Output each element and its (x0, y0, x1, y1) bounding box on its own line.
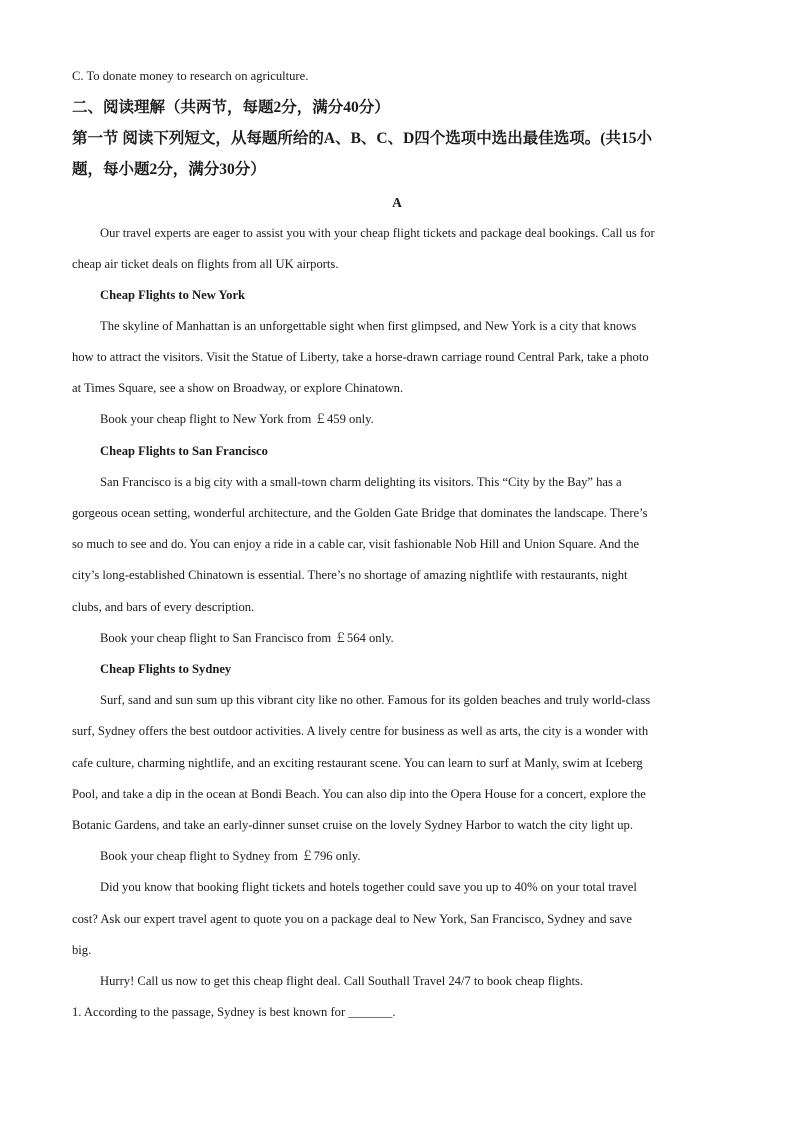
price-line-san-francisco: Book your cheap flight to San Francisco from ￡564 only. (100, 631, 394, 645)
intro-line: Our travel experts are eager to assist you with your cheap flight tickets and package deal bookings. Call us for (100, 226, 655, 240)
part-title-line-1: 第一节 阅读下列短文，从每题所给的A、B、C、D四个选项中选出最佳选项。(共15小 (72, 130, 652, 147)
body-line: surf, Sydney offers the best outdoor activities. A lively centre for business as well as arts, the city is a wonder with (72, 724, 649, 738)
body-line: The skyline of Manhattan is an unforgettable sight when first glimpsed, and New York is a city that knows (100, 319, 637, 333)
section-title: 二、阅读理解（共两节，每题2分，满分40分） (72, 99, 390, 116)
question-1: 1. According to the passage, Sydney is best known for _______. (72, 1005, 396, 1019)
section-heading-new-york: Cheap Flights to New York (100, 288, 246, 302)
body-line: how to attract the visitors. Visit the Statue of Liberty, take a horse-drawn carriage round Central Park, take a photo (72, 350, 649, 364)
hurry-line: Hurry! Call us now to get this cheap flight deal. Call Southall Travel 24/7 to book cheap flights. (100, 974, 584, 988)
body-line: Pool, and take a dip in the ocean at Bondi Beach. You can also dip into the Opera House for a concert, explore the (72, 787, 646, 801)
closing-line: Did you know that booking flight tickets and hotels together could save you up to 40% on your total travel (100, 880, 637, 894)
part-title-line-2: 题，每小题2分，满分30分） (72, 161, 266, 178)
price-line-new-york: Book your cheap flight to New York from ￡459 only. (100, 412, 374, 426)
body-line: cafe culture, charming nightlife, and an exciting restaurant scene. You can learn to surf at Manly, swim at Iceberg (72, 756, 643, 770)
body-line: San Francisco is a big city with a small-town charm delighting its visitors. This “City by the Bay” has a (100, 475, 622, 489)
section-heading-sydney: Cheap Flights to Sydney (100, 662, 232, 676)
closing-line: big. (72, 943, 92, 957)
body-line: Surf, sand and sun sum up this vibrant city like no other. Famous for its golden beaches and truly world-class (100, 693, 651, 707)
body-line: at Times Square, see a show on Broadway, or explore Chinatown. (72, 381, 404, 395)
body-line: so much to see and do. You can enjoy a ride in a cable car, visit fashionable Nob Hill and Union Square. And the (72, 537, 640, 551)
body-line: gorgeous ocean setting, wonderful architecture, and the Golden Gate Bridge that dominates the landscape. There’s (72, 506, 648, 520)
intro-line: cheap air ticket deals on flights from all UK airports. (72, 257, 339, 271)
passage-label: A (392, 195, 402, 210)
body-line: clubs, and bars of every description. (72, 600, 255, 614)
price-line-sydney: Book your cheap flight to Sydney from ￡796 only. (100, 849, 361, 863)
body-line: city’s long-established Chinatown is essential. There’s no shortage of amazing nightlife with restaurants, night (72, 568, 628, 582)
section-heading-san-francisco: Cheap Flights to San Francisco (100, 444, 268, 458)
closing-line: cost? Ask our expert travel agent to quote you on a package deal to New York, San Francisco, Sydney and save (72, 912, 632, 926)
prev-option-c: C. To donate money to research on agriculture. (72, 69, 309, 83)
body-line: Botanic Gardens, and take an early-dinner sunset cruise on the lovely Sydney Harbor to watch the city light up. (72, 818, 633, 832)
